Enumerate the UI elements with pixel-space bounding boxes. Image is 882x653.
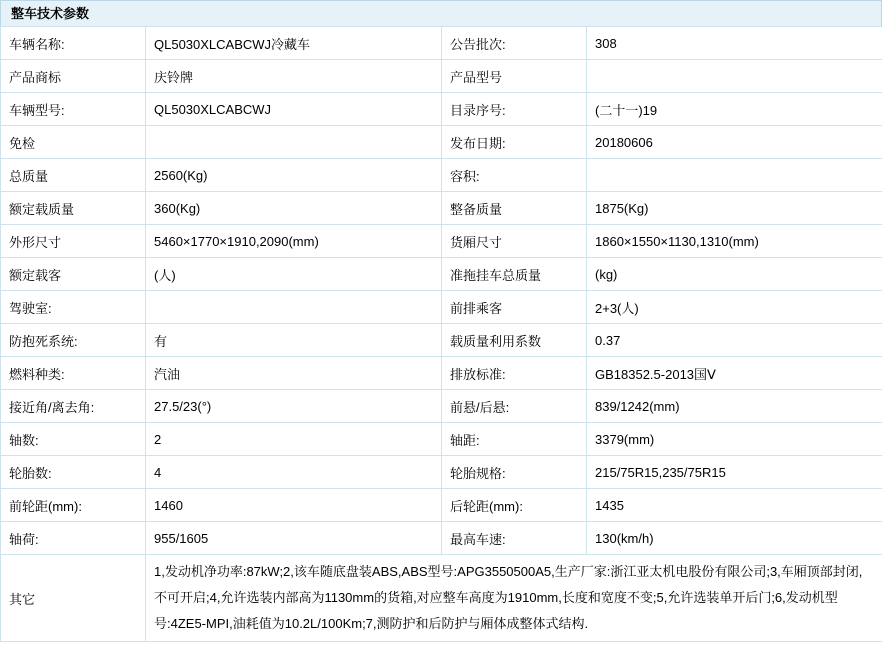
row-label-2: 产品型号 bbox=[442, 60, 587, 93]
row-value-2: 1875(Kg) bbox=[587, 192, 882, 225]
row-value-1: 27.5/23(°) bbox=[146, 390, 442, 423]
row-label-2: 载质量利用系数 bbox=[442, 324, 587, 357]
row-value-2: GB18352.5-2013国Ⅴ bbox=[587, 357, 882, 390]
table-row bbox=[1, 60, 882, 93]
row-value-1: QL5030XLCABCWJ bbox=[146, 93, 442, 126]
row-value-2: (二十一)19 bbox=[587, 93, 882, 126]
row-label-2: 准拖挂车总质量 bbox=[442, 258, 587, 291]
row-label-1: 前轮距(mm): bbox=[1, 489, 146, 522]
other-label: 其它 bbox=[1, 555, 146, 642]
other-value: 1,发动机净功率:87kW;2,该车随底盘装ABS,ABS型号:APG3550500A5,生产厂家:浙江亚太机电股份有限公司;3,车厢顶部封闭,不可开启;4,允许选装内部高为1130mm的货箱,对应整车高度为1910mm,长度和宽度不变;5,允许选装单开后门;6,发动机型号:4ZE5-MPI,油耗值为10.2L/100Km;7,测防护和后防护与厢体成整体式结构. bbox=[146, 555, 882, 642]
row-label-2: 最高车速: bbox=[442, 522, 587, 555]
row-label-2: 目录序号: bbox=[442, 93, 587, 126]
row-label-2: 后轮距(mm): bbox=[442, 489, 587, 522]
row-label-1: 额定载质量 bbox=[1, 192, 146, 225]
row-label-1: 轮胎数: bbox=[1, 456, 146, 489]
table-row bbox=[1, 192, 882, 225]
table-row bbox=[1, 159, 882, 192]
table-row bbox=[1, 291, 882, 324]
row-value-1 bbox=[146, 126, 442, 159]
row-value-2: 308 bbox=[587, 27, 882, 60]
row-label-1: 接近角/离去角: bbox=[1, 390, 146, 423]
row-label-1: 额定载客 bbox=[1, 258, 146, 291]
row-value-1: 庆铃牌 bbox=[146, 60, 442, 93]
row-value-2: (kg) bbox=[587, 258, 882, 291]
row-label-2: 容积: bbox=[442, 159, 587, 192]
table-row bbox=[1, 225, 882, 258]
row-value-2: 1860×1550×1130,1310(mm) bbox=[587, 225, 882, 258]
row-value-2: 0.37 bbox=[587, 324, 882, 357]
table-row bbox=[1, 93, 882, 126]
row-label-2: 轴距: bbox=[442, 423, 587, 456]
row-label-1: 防抱死系统: bbox=[1, 324, 146, 357]
row-value-1: 有 bbox=[146, 324, 442, 357]
row-value-1: 4 bbox=[146, 456, 442, 489]
table-row bbox=[1, 456, 882, 489]
row-value-1: 2 bbox=[146, 423, 442, 456]
row-value-1: (人) bbox=[146, 258, 442, 291]
table-row bbox=[1, 126, 882, 159]
row-value-2: 130(km/h) bbox=[587, 522, 882, 555]
table-row bbox=[1, 522, 882, 555]
row-label-2: 前排乘客 bbox=[442, 291, 587, 324]
table-row bbox=[1, 390, 882, 423]
row-value-2: 215/75R15,235/75R15 bbox=[587, 456, 882, 489]
row-value-2: 839/1242(mm) bbox=[587, 390, 882, 423]
table-row bbox=[1, 489, 882, 522]
row-label-2: 发布日期: bbox=[442, 126, 587, 159]
row-label-1: 驾驶室: bbox=[1, 291, 146, 324]
row-value-2: 1435 bbox=[587, 489, 882, 522]
spec-table-body bbox=[1, 27, 882, 642]
row-value-1: 2560(Kg) bbox=[146, 159, 442, 192]
row-value-2: 3379(mm) bbox=[587, 423, 882, 456]
row-value-2: 2+3(人) bbox=[587, 291, 882, 324]
row-value-1: 5460×1770×1910,2090(mm) bbox=[146, 225, 442, 258]
table-row bbox=[1, 27, 882, 60]
table-row-other bbox=[1, 555, 882, 642]
row-label-1: 免检 bbox=[1, 126, 146, 159]
table-row bbox=[1, 357, 882, 390]
row-value-2 bbox=[587, 159, 882, 192]
row-label-1: 轴数: bbox=[1, 423, 146, 456]
page-title: 整车技术参数 bbox=[0, 0, 882, 26]
row-label-1: 燃料种类: bbox=[1, 357, 146, 390]
row-label-1: 外形尺寸 bbox=[1, 225, 146, 258]
row-label-1: 车辆名称: bbox=[1, 27, 146, 60]
table-row bbox=[1, 423, 882, 456]
row-label-2: 排放标准: bbox=[442, 357, 587, 390]
row-label-2: 公告批次: bbox=[442, 27, 587, 60]
row-value-1: 1460 bbox=[146, 489, 442, 522]
table-row bbox=[1, 258, 882, 291]
row-label-2: 整备质量 bbox=[442, 192, 587, 225]
row-label-1: 车辆型号: bbox=[1, 93, 146, 126]
row-value-2: 20180606 bbox=[587, 126, 882, 159]
table-row bbox=[1, 324, 882, 357]
row-label-2: 轮胎规格: bbox=[442, 456, 587, 489]
row-label-1: 轴荷: bbox=[1, 522, 146, 555]
row-value-1: 360(Kg) bbox=[146, 192, 442, 225]
row-label-1: 总质量 bbox=[1, 159, 146, 192]
row-value-1 bbox=[146, 291, 442, 324]
row-value-1: 汽油 bbox=[146, 357, 442, 390]
row-label-2: 前悬/后悬: bbox=[442, 390, 587, 423]
row-value-2 bbox=[587, 60, 882, 93]
spec-table bbox=[0, 26, 882, 642]
row-value-1: 955/1605 bbox=[146, 522, 442, 555]
row-label-1: 产品商标 bbox=[1, 60, 146, 93]
row-label-2: 货厢尺寸 bbox=[442, 225, 587, 258]
row-value-1: QL5030XLCABCWJ冷藏车 bbox=[146, 27, 442, 60]
